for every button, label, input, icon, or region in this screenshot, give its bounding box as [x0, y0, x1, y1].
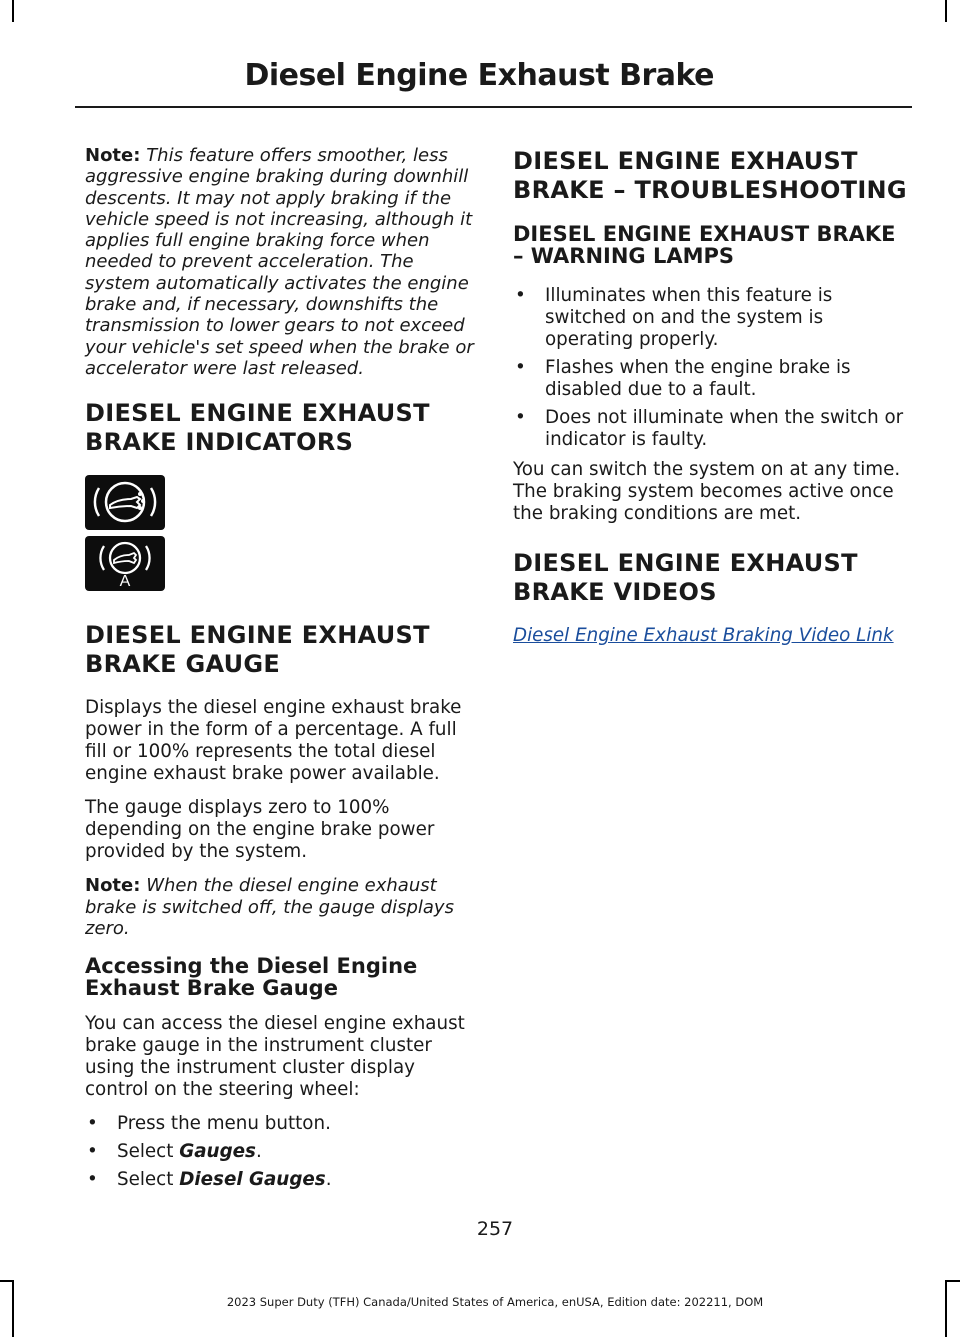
access-steps: [85, 1113, 477, 1191]
troubleshooting-heading: [513, 147, 913, 205]
header-divider: [75, 106, 912, 108]
heading-line: DIESEL ENGINE EXHAUST: [85, 621, 430, 650]
list-item: • Illuminates when this feature is switched on and the system is operating properly.: [513, 285, 913, 351]
list-item: • Press the menu button.: [85, 1113, 477, 1135]
note-label: Note:: [85, 145, 141, 166]
warning-lamp-list: [513, 285, 913, 451]
heading-line: DIESEL ENGINE EXHAUST: [85, 399, 430, 428]
list-item: • Select Gauges.: [85, 1141, 477, 1163]
list-item: • Flashes when the engine brake is disabled due to a fault.: [513, 357, 913, 401]
warning-lamps-heading: DIESEL ENGINE EXHAUST BRAKE – WARNING LAMPS: [513, 222, 896, 268]
note-label: Note:: [85, 875, 141, 897]
heading-line: BRAKE – TROUBLESHOOTING: [513, 176, 907, 204]
note-text: When the diesel engine exhaust brake is switched off, the gauge displays zero.: [85, 875, 454, 939]
note-feature: [85, 145, 477, 379]
page-number: 257: [476, 1218, 514, 1240]
note-gauge-off: [85, 875, 477, 939]
heading-line: BRAKE GAUGE: [85, 650, 281, 679]
indicator-icons: [85, 475, 477, 591]
left-column: [85, 145, 477, 1199]
crop-mark-bottom-left-h: [0, 1280, 14, 1282]
exhaust-brake-auto-indicator-icon: [85, 536, 165, 591]
crop-mark-top-right: [945, 0, 947, 22]
crop-mark-top-left: [12, 0, 14, 22]
heading-line: BRAKE VIDEOS: [513, 578, 717, 606]
list-item: • Does not illuminate when the switch or indicator is faulty.: [513, 407, 913, 451]
videos-heading: [513, 549, 913, 607]
accessing-text: You can access the diesel engine exhaust brake gauge in the instrument cluster using the instrument cluster display control on the steering wheel:: [85, 1013, 465, 1101]
list-item: • Select Diesel Gauges.: [85, 1169, 477, 1191]
system-paragraph: You can switch the system on at any time. The braking system becomes active once the braking conditions are met.: [513, 459, 901, 524]
note-text: This feature offers smoother, less aggressive engine braking during downhill descents. It may not apply braking if the vehicle speed is not increasing, although it applies full engine braking force when needed to prevent acceleration. The system automatically activates the engine brake and, if necessary, downshifts the transmission to lower gears to not exceed your vehicle's set speed when the brake or accelerator were last released.: [85, 145, 474, 379]
gauge-description: Displays the diesel engine exhaust brake power in the form of a percentage. A full fill or 100% represents the total diesel engine exhaust brake power available.: [85, 697, 462, 785]
exhaust-brake-indicator-icon: [85, 475, 165, 530]
footer-edition-text: 2023 Super Duty (TFH) Canada/United States of America, enUSA, Edition date: 202211, DOM: [226, 1295, 764, 1309]
video-link[interactable]: Diesel Engine Exhaust Braking Video Link: [513, 625, 894, 646]
heading-line: DIESEL ENGINE EXHAUST: [513, 147, 858, 175]
gauge-heading: [85, 621, 477, 679]
gauge-range-text: The gauge displays zero to 100% depending on the engine brake power provided by the system.: [85, 797, 435, 863]
crop-mark-bottom-right-h: [945, 1280, 960, 1282]
heading-line: DIESEL ENGINE EXHAUST: [513, 549, 858, 577]
right-column: [513, 145, 913, 646]
page-header-title: Diesel Engine Exhaust Brake: [244, 58, 714, 93]
indicators-heading: [85, 399, 477, 457]
heading-line: BRAKE INDICATORS: [85, 428, 354, 457]
accessing-heading: Accessing the Diesel Engine Exhaust Brake Gauge: [85, 954, 418, 1001]
auto-letter: A: [119, 573, 131, 591]
